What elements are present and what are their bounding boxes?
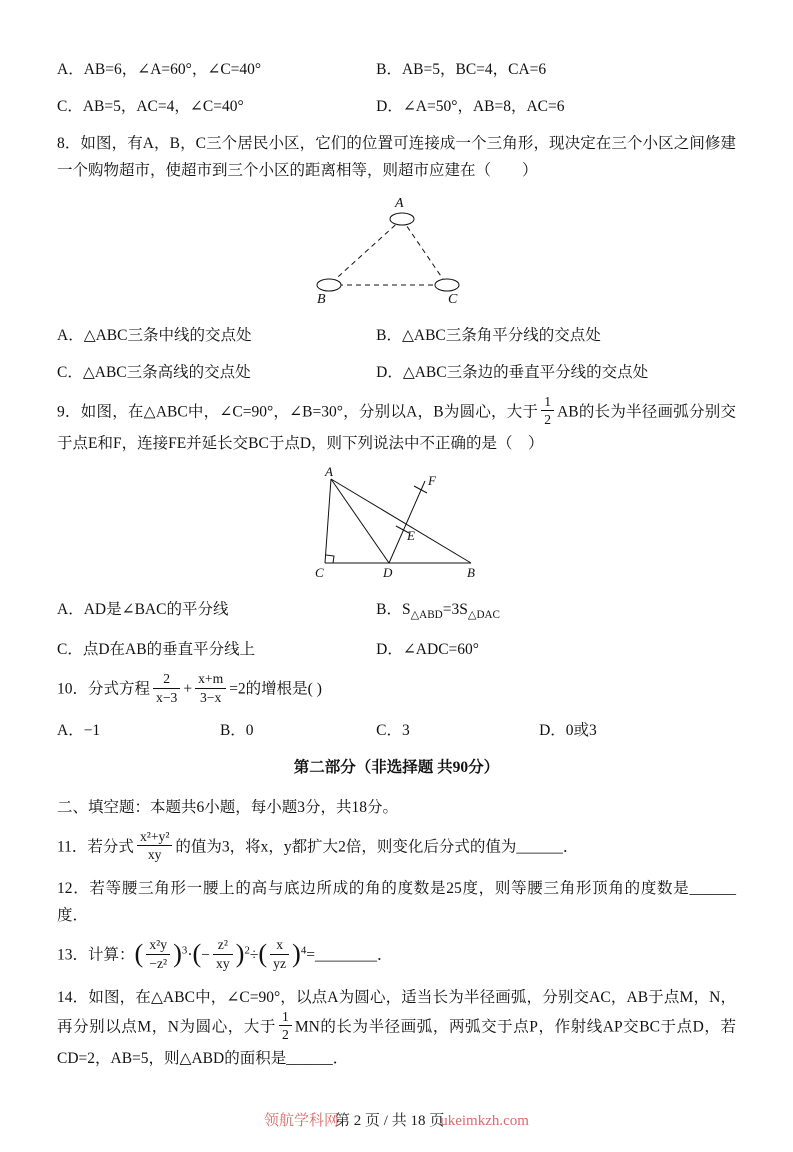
fraction-denominator: xy	[137, 845, 172, 863]
q13-fraction-3	[270, 937, 289, 971]
q7-option-b: B．AB=5，BC=4，CA=6	[376, 61, 547, 78]
fraction-numerator: x²y	[149, 937, 168, 953]
q8-option-d: D．△ABC三条边的垂直平分线的交点处	[376, 363, 649, 381]
fraction-denominator: 2	[541, 410, 554, 428]
q8-figure	[57, 195, 736, 314]
label-B: B	[466, 565, 475, 581]
fraction-numerator: z²	[217, 937, 228, 953]
fraction-denominator: xy	[213, 954, 233, 972]
q8-triangle-diagram	[282, 195, 512, 309]
q8-options-row-2	[57, 359, 736, 386]
q8-option-b: B．△ABC三条角平分线的交点处	[376, 326, 601, 344]
fraction-numerator: x+m	[198, 670, 224, 686]
q10-option-d: D．0或3	[539, 722, 597, 740]
q8-options-row-1	[57, 322, 736, 349]
q9-option-c: C．点D在AB的垂直平分线上	[57, 640, 256, 658]
multiply-dot: ·	[187, 947, 193, 964]
q12-text: 12．若等腰三角形一腰上的高与底边所成的角的度数是25度，则等腰三角形顶角的度数是______度．	[57, 880, 736, 925]
page-footer	[0, 1109, 793, 1130]
q14-text	[57, 984, 736, 1073]
q14-text-part2: MN的长为半径画弧，两弧交于点P，作射线AP交BC于点D，若CD=2，AB=5，则△ABD的面积是______．	[57, 1018, 736, 1068]
q9-option-b-part2: =3S	[442, 601, 468, 619]
fraction-denominator: 3−x	[195, 688, 226, 706]
q9-options-row-2	[57, 636, 736, 663]
q7-option-c: C．AB=5，AC=4，∠C=40°	[57, 98, 244, 116]
paren-open: (	[134, 939, 144, 969]
q7-option-d: D．∠A=50°，AB=8，AC=6	[376, 98, 565, 116]
q10-options-row	[57, 717, 736, 744]
q10-fraction-2	[195, 671, 226, 705]
q13-fraction-1	[146, 937, 170, 971]
dashed-triangle-edges	[329, 219, 447, 285]
right-angle-mark	[326, 555, 334, 563]
q11-text-part2: 的值为3，将x，y都扩大2倍，则变化后分式的值为______．	[175, 838, 579, 856]
watermark-site: ukeimkzh.com	[440, 1113, 529, 1130]
q8-option-a: A．△ABC三条中线的交点处	[57, 326, 252, 344]
q9-option-b-sub2: △DAC	[467, 609, 500, 622]
divide-sign: ÷	[249, 947, 259, 964]
label-F: F	[427, 473, 436, 489]
q8-figure-labels	[317, 196, 458, 307]
q9-figure	[57, 467, 736, 588]
label-B: B	[316, 291, 326, 307]
watermark-brand: 领航学科网	[264, 1113, 340, 1130]
q8-option-c: C．△ABC三条高线的交点处	[57, 363, 251, 381]
page-number: 第 2 页 / 共 18 页	[335, 1113, 445, 1130]
q9-fraction-half	[541, 394, 554, 428]
q7-options-row-2	[57, 93, 736, 120]
label-C: C	[314, 565, 324, 581]
q10-fraction-1	[153, 671, 180, 705]
fill-in-intro: 二、填空题：本题共6小题，每小题3分，共18分。	[57, 798, 399, 816]
fraction-denominator: yz	[270, 954, 289, 972]
q9-option-d: D．∠ADC=60°	[376, 640, 479, 658]
q10-option-a: A．−1	[57, 722, 101, 740]
q10-text-part1: 10．分式方程	[57, 680, 151, 698]
fraction-numerator: 1	[544, 393, 552, 409]
label-D: D	[382, 565, 392, 581]
q14-fraction-half	[279, 1009, 292, 1043]
q9-option-b-part1: B．S	[376, 601, 411, 619]
q11-text	[57, 828, 736, 865]
q9-option-b	[376, 596, 736, 626]
triangle-construction-lines	[325, 479, 471, 563]
q9-options-row-1	[57, 596, 736, 626]
section2-title: 第二部分（非选择题 共90分）	[293, 759, 500, 777]
arc-tick-marks	[396, 486, 427, 533]
paren-close: )	[292, 939, 301, 969]
q13-exponent-2: 2	[244, 944, 250, 957]
q7-option-a: A．AB=6，∠A=60°，∠C=40°	[57, 61, 262, 78]
label-A: A	[324, 467, 333, 480]
paren-open: (	[192, 939, 202, 969]
fraction-numerator: 1	[282, 1008, 289, 1024]
q9-text-part2: AB的长为半径画弧分别交于点E和F，连接FE并延长交BC于点D，则下列说法中不正确的是（ ）	[57, 403, 736, 453]
q10-option-c: C．3	[376, 722, 410, 740]
fraction-numerator: x	[276, 937, 283, 953]
fraction-denominator: x−3	[153, 688, 180, 706]
q13-fraction-2	[213, 937, 233, 971]
q13-text	[57, 939, 736, 973]
q9-option-a: A．AD是∠BAC的平分线	[57, 601, 229, 619]
q11-text-part1: 11．若分式	[57, 838, 134, 856]
q10-text	[57, 670, 736, 707]
q11-fraction	[137, 829, 172, 863]
label-C: C	[447, 291, 457, 307]
fraction-denominator: 2	[279, 1025, 292, 1043]
label-A: A	[394, 195, 404, 211]
paren-close: )	[235, 939, 245, 969]
paren-close: )	[173, 939, 182, 969]
community-ellipses	[317, 213, 459, 291]
fraction-numerator: x²+y²	[139, 828, 170, 844]
paren-open: (	[258, 939, 268, 969]
q7-options-row-1	[57, 56, 736, 83]
q13-label: 13．计算：	[57, 947, 135, 964]
q9-text	[57, 393, 736, 457]
q13-tail: =________．	[306, 947, 393, 964]
minus-sign: −	[201, 947, 211, 964]
q9-triangle-diagram	[297, 467, 497, 583]
plus-sign: +	[183, 680, 193, 698]
q9-option-b-sub1: △ABD	[410, 609, 443, 622]
q9-text-part1: 9．如图，在△ABC中，∠C=90°，∠B=30°，分别以A，B为圆心，大于	[57, 403, 539, 421]
fraction-denominator: −z²	[146, 954, 170, 972]
fraction-numerator: 2	[163, 670, 171, 686]
q10-option-b: B．0	[219, 722, 254, 740]
q14-text-part1: 14．如图，在△ABC中，∠C=90°，以点A为圆心，适当长为半径画弧，分别交AC，AB于点M，N，再分别以点M，N为圆心，大于	[57, 988, 736, 1036]
q8-text: 8．如图，有A，B，C三个居民小区，它们的位置可连接成一个三角形，现决定在三个小区之间修建一个购物超市，使超市到三个小区的距离相等，则超市应建在（ ）	[57, 135, 736, 180]
q13-exponent-1: 3	[181, 944, 188, 957]
q13-exponent-3: 4	[300, 944, 307, 957]
q10-text-part2: =2的增根是( )	[229, 680, 322, 698]
label-E: E	[406, 528, 415, 544]
